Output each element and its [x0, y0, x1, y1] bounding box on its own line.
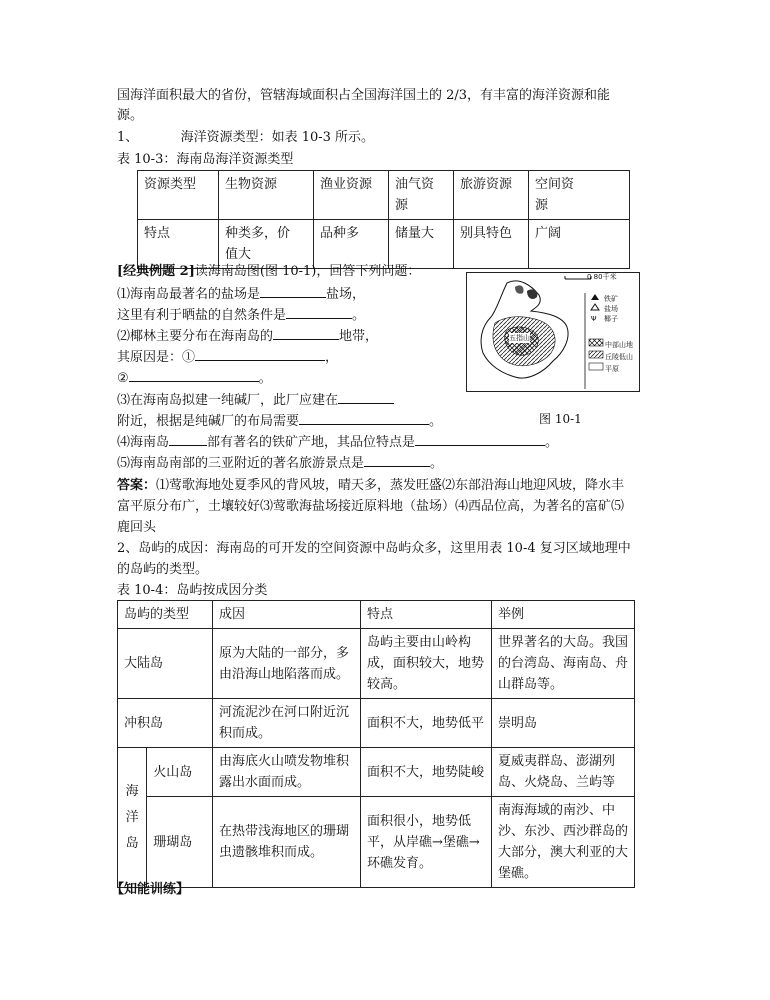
- question-1b: 这里有利于晒盐的自然条件是 。: [117, 304, 365, 326]
- section-1-number: 1、: [117, 130, 139, 145]
- answer-line-3: 鹿回头: [117, 520, 157, 535]
- table-cell: 面积不大，地势陡峻: [361, 748, 492, 797]
- section-1-text: 海洋资源类型：如表 10-3 所示。: [180, 130, 375, 145]
- example-title: [经典例题 2]: [117, 264, 195, 279]
- answer-blank: [299, 410, 429, 425]
- table-cell: 夏威夷群岛、澎湖列岛、火烧岛、兰屿等: [492, 748, 635, 797]
- section-1-heading: [117, 128, 374, 148]
- table-row: [118, 797, 635, 888]
- table-row: [118, 748, 635, 797]
- map-scale: 0 80千米: [587, 273, 617, 281]
- answer-blank: [169, 431, 207, 446]
- table-cell: 世界著名的大岛。我国的台湾岛、海南岛、舟山群岛等。: [492, 629, 635, 699]
- example-heading: [117, 262, 420, 282]
- table-header-cell: 成因: [213, 601, 361, 629]
- legend-plain: 平原: [605, 365, 619, 373]
- table-cell: 大陆岛: [118, 629, 213, 699]
- table-cell: 崇明岛: [492, 699, 635, 748]
- map-legend-terrain: [605, 339, 633, 375]
- example-intro: 读海南岛图(图 10-1)，回答下列问题：: [194, 264, 421, 279]
- answer-blank: [415, 431, 545, 446]
- answer-blank: [286, 304, 352, 319]
- question-2b: 其原因是：① ，: [117, 346, 338, 368]
- answer-blank: [195, 346, 325, 361]
- answer-blank: [260, 283, 326, 298]
- table-cell: 旅游资源: [454, 171, 529, 220]
- answer-blank: [338, 389, 394, 404]
- section-2-line-2: 的岛屿的类型。: [117, 562, 209, 577]
- question-2a: ⑵椰林主要分布在海南岛的 地带，: [117, 325, 378, 347]
- table-cell: 广阔: [529, 220, 630, 269]
- table-cell: 在热带浅海地区的珊瑚虫遗骸堆积而成。: [213, 797, 361, 888]
- table-cell: 珊瑚岛: [147, 797, 213, 888]
- table-row: [118, 601, 635, 629]
- answer-line-2: 富平原分布广，土壤较好⑶莺歌海盐场接近原料地（盐场）⑷西品位高，为著名的富矿⑸: [117, 499, 625, 514]
- table-cell: 南海海域的南沙、中沙、东沙、西沙群岛的大部分，澳大利亚的大堡礁。: [492, 797, 635, 888]
- table-row: [138, 171, 630, 220]
- table-cell: 原为大陆的一部分，多由沿海山地陷落而成。: [213, 629, 361, 699]
- table-cell: 渔业资源: [314, 171, 389, 220]
- answer-line-1: 答案：⑴莺歌海地处夏季风的背风坡，晴天多，蒸发旺盛⑵东部沿海山地迎风坡，降水丰: [117, 478, 625, 493]
- table-row: [118, 629, 635, 699]
- table-cell-ocean-islands: [118, 748, 147, 888]
- table-1-caption: 表 10-3：海南岛海洋资源类型: [117, 152, 294, 167]
- table-cell: 生物资源: [219, 171, 314, 220]
- table-cell: 岛屿主要由山岭构成，面积较大，地势较高。: [361, 629, 492, 699]
- question-3a: ⑶在海南岛拟建一纯碱厂，此厂应建在: [117, 389, 394, 411]
- section-footer-heading: 【知能训练】: [111, 882, 190, 897]
- table-cell: 种类多，价 值大: [219, 220, 314, 269]
- table-cell: 油气资 源: [389, 171, 454, 220]
- svg-text:Ψ: Ψ: [591, 315, 597, 323]
- answer-blank: [273, 325, 339, 340]
- question-5: ⑸海南岛南部的三亚附近的著名旅游景点是 。: [117, 452, 443, 474]
- table-cell: 由海底火山喷发物堆积露出水面而成。: [213, 748, 361, 797]
- question-1a: ⑴海南岛最著名的盐场是 盐场，: [117, 283, 365, 305]
- table-cell: 面积很小，地势低平，从岸礁→堡礁→环礁发育。: [361, 797, 492, 888]
- table-2-caption: 表 10-4：岛屿按成因分类: [117, 583, 268, 598]
- legend-mountain: 中部山地: [605, 341, 633, 349]
- legend-salt: 盐场: [604, 305, 618, 313]
- legend-iron: 铁矿: [604, 295, 618, 303]
- table-row: [118, 699, 635, 748]
- answer-blank: [129, 367, 259, 382]
- map-caption: 图 10-1: [539, 412, 582, 426]
- intro-line-2: 源。: [117, 108, 144, 123]
- map-legend: [604, 294, 618, 324]
- table-header-cell: 岛屿的类型: [118, 601, 213, 629]
- table-header-cell: 举例: [492, 601, 635, 629]
- legend-hills: 丘陵低山: [605, 353, 633, 361]
- table-cell: 资源类型: [138, 171, 219, 220]
- question-2c: ② 。: [117, 367, 272, 389]
- intro-line-1: 国海洋面积最大的省份，管辖海域面积占全国海洋国土的 2/3，有丰富的海洋资源和能: [117, 88, 611, 103]
- table-cell: 冲积岛: [118, 699, 213, 748]
- table-cell: 品种多: [314, 220, 389, 269]
- ocean-island-label: 海洋岛: [125, 783, 139, 851]
- question-3b: 附近，根据是纯碱厂的布局需要 。: [117, 410, 442, 432]
- table-cell: 河流泥沙在河口附近沉积而成。: [213, 699, 361, 748]
- table-cell: 面积不大，地势低平: [361, 699, 492, 748]
- hainan-map: [466, 272, 640, 392]
- section-2-line-1: 2、岛屿的成因：海南岛的可开发的空间资源中岛屿众多，这里用表 10-4 复习区域地理中: [117, 541, 631, 556]
- table-cell: 火山岛: [147, 748, 213, 797]
- table-header-cell: 特点: [361, 601, 492, 629]
- island-table: [117, 600, 635, 888]
- table-cell: 空间资 源: [529, 171, 630, 220]
- table-cell: 特点: [138, 220, 219, 269]
- resource-table: [137, 170, 630, 269]
- table-cell: 储量大: [389, 220, 454, 269]
- question-4: ⑷海南岛 部有著名的铁矿产地，其品位特点是 。: [117, 431, 558, 453]
- answer-label: 答案：: [117, 478, 157, 493]
- table-cell: 别具特色: [454, 220, 529, 269]
- map-mountain-label: 五指山: [509, 334, 530, 342]
- legend-coconut: 椰子: [604, 315, 618, 323]
- answer-blank: [364, 452, 430, 467]
